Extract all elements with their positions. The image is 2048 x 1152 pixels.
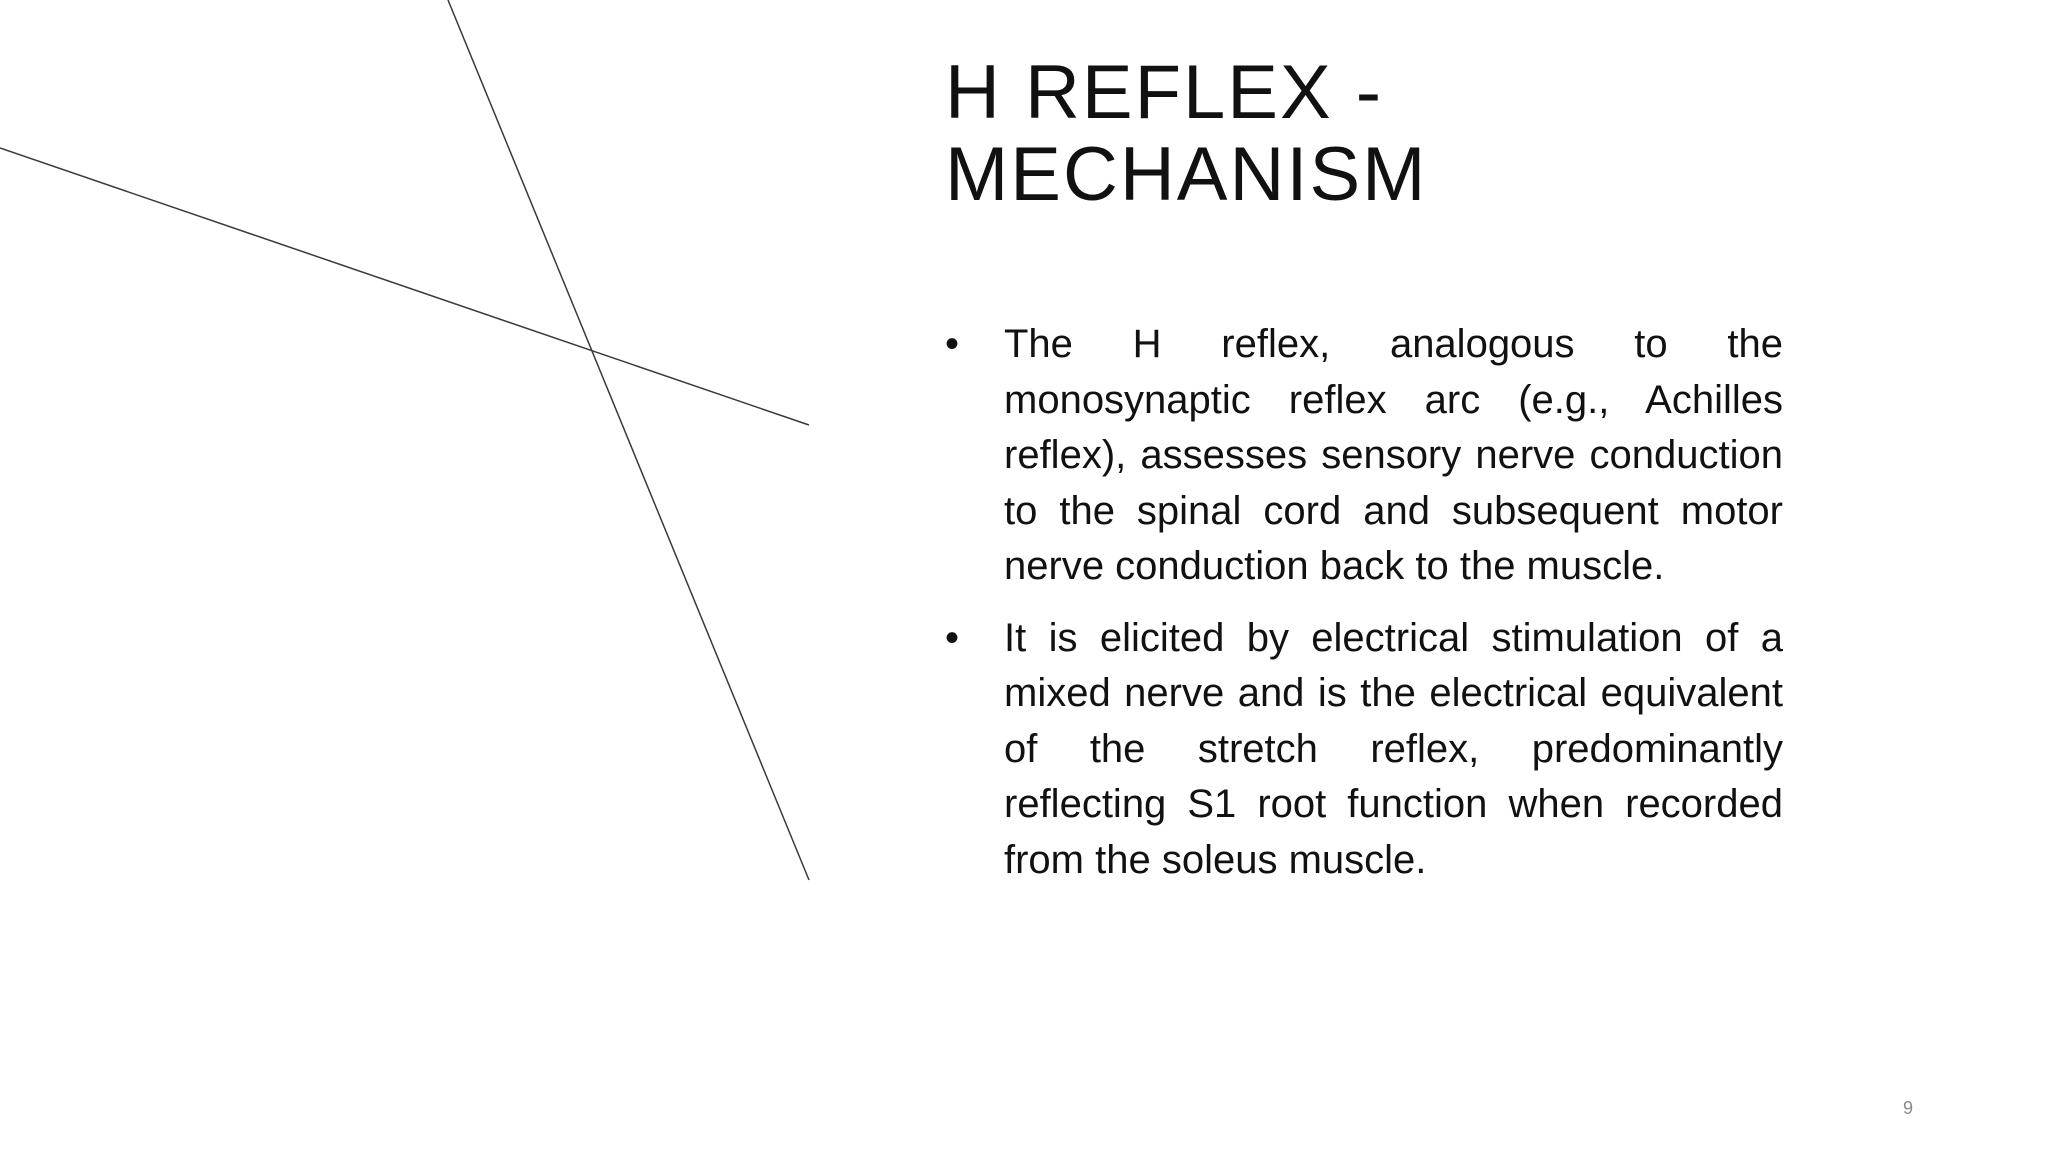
page-number: 9 — [1902, 1098, 1913, 1118]
slide-title — [945, 52, 1945, 216]
bullet-marker: • — [945, 322, 960, 366]
slide-title-line-1: H REFLEX - — [945, 50, 1384, 135]
bullet-list — [945, 317, 1783, 904]
bullet-item — [945, 317, 1783, 595]
bullet-text: It is elicited by electrical stimulation of a mixed nerve and is the electrical equivalent of the stretch reflex, predominantly reflecting S1 root function when recorded from the soleus muscle. — [1004, 615, 1783, 882]
slide-title-line-2: MECHANISM — [945, 132, 1428, 217]
decorative-line-steep — [448, 0, 809, 880]
bullet-text: The H reflex, analogous to the monosynaptic reflex arc (e.g., Achilles reflex), assesses sensory nerve conduction to the spinal cord and subsequent motor nerve conduction back to the muscle. — [1004, 322, 1783, 588]
bullet-marker: • — [945, 615, 960, 660]
bullet-item — [945, 611, 1783, 889]
decorative-line-shallow — [0, 148, 809, 425]
